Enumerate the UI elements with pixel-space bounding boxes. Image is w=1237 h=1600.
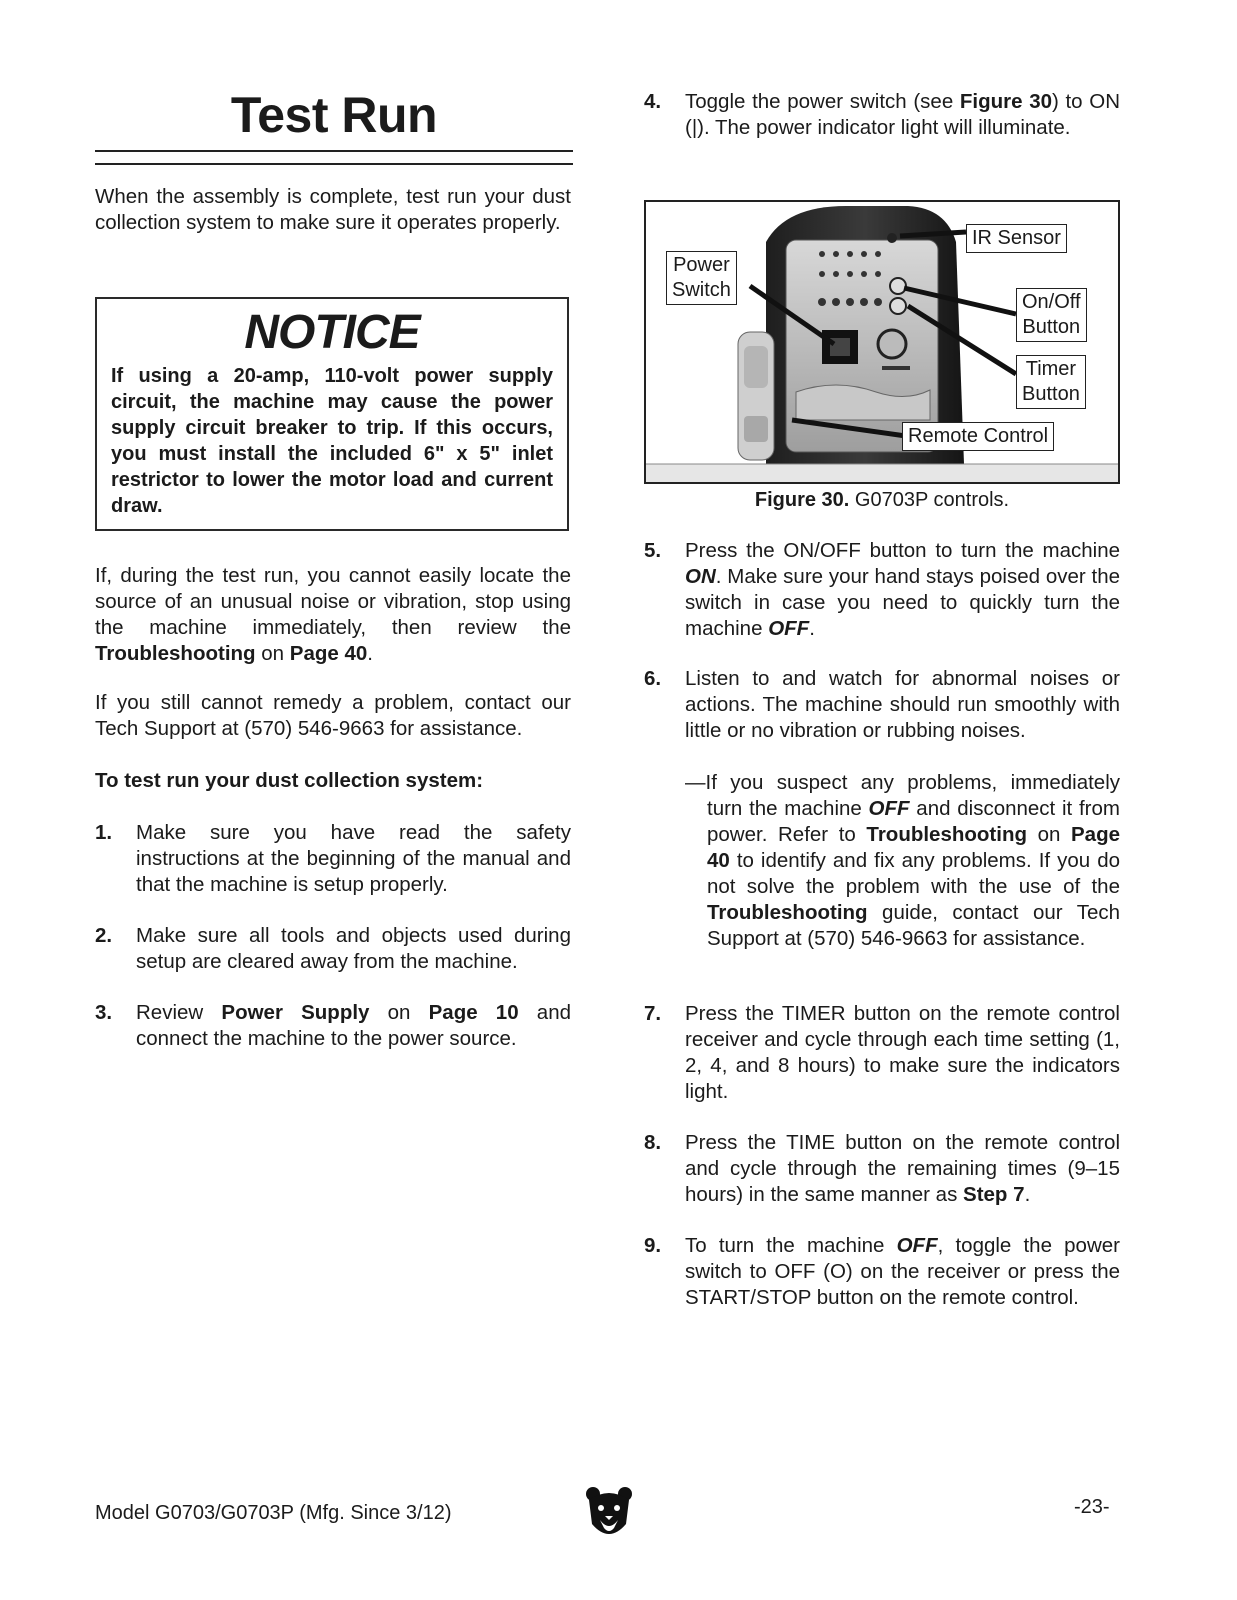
- step-text: Toggle the power switch (see Figure 30) to ON (|). The power indicator light will illuminate.: [685, 90, 1120, 139]
- step-number: 9.: [644, 1234, 662, 1257]
- step-number: 4.: [644, 90, 662, 113]
- figure-caption: Figure 30. G0703P controls.: [754, 489, 1010, 511]
- callout-remote-control: Remote Control: [902, 422, 1054, 451]
- figure-30-photo: [644, 200, 1120, 484]
- step-number: 6.: [644, 667, 662, 690]
- title-rule: [95, 163, 573, 165]
- step-text: Listen to and watch for abnormal noises or actions. The machine should run smoothly with little or no vibration or rubbing noises.: [685, 667, 1120, 742]
- noise-paragraph: If, during the test run, you cannot easily locate the source of an unusual noise or vibration, stop using the machine immediately, then review the Troubleshooting on Page 40.: [95, 564, 571, 665]
- step-9: [644, 1233, 1120, 1337]
- step-6-note: [685, 770, 1120, 978]
- step-number: 3.: [95, 1001, 113, 1024]
- intro-paragraph: When the assembly is complete, test run your dust collection system to make sure it operates properly.: [95, 185, 571, 234]
- footer-model: Model G0703/G0703P (Mfg. Since 3/12): [95, 1502, 452, 1524]
- troubleshooting-link: Troubleshooting: [95, 642, 256, 665]
- notice-heading: NOTICE: [244, 306, 420, 359]
- note-text: —If you suspect any problems, immediately turn the machine OFF and disconnect it from power. Refer to Troubleshooting on Page 40 to identify and fix any problems. If you do not solve the problem with the use of the Troubleshooting guide, contact our Tech Support at (570) 546-9663 for assistance.: [685, 771, 1120, 950]
- step-2: [95, 923, 571, 977]
- step-1: [95, 820, 571, 900]
- step-text: Press the TIME button on the remote control and cycle through the remaining times (9–15 hours) in the same manner as Step 7.: [685, 1131, 1120, 1206]
- step-number: 1.: [95, 821, 113, 844]
- step-number: 8.: [644, 1131, 662, 1154]
- step-6: [644, 666, 1120, 746]
- callout-power-switch: Power Switch: [666, 251, 737, 305]
- step-5: [644, 538, 1120, 642]
- support-paragraph: If you still cannot remedy a problem, contact our Tech Support at (570) 546-9663 for assistance.: [95, 691, 571, 740]
- callout-ir-sensor: IR Sensor: [966, 224, 1067, 253]
- procedure-heading: To test run your dust collection system:: [95, 769, 484, 792]
- step-8: [644, 1130, 1120, 1210]
- callout-timer-button: Timer Button: [1016, 355, 1086, 409]
- page-ref: Page 40: [289, 642, 368, 665]
- step-3: [95, 1000, 571, 1054]
- step-text: To turn the machine OFF, toggle the power switch to OFF (O) on the receiver or press the START/STOP button on the remote control.: [685, 1234, 1120, 1309]
- page-title: Test Run: [230, 87, 438, 143]
- step-text: Review Power Supply on Page 10 and connect the machine to the power source.: [136, 1001, 571, 1050]
- step-text: Make sure all tools and objects used during setup are cleared away from the machine.: [136, 924, 571, 973]
- step-text: Make sure you have read the safety instructions at the beginning of the manual and that the machine is setup properly.: [136, 821, 571, 896]
- page-number: -23-: [1074, 1496, 1110, 1518]
- step-number: 5.: [644, 539, 662, 562]
- bear-logo-icon: [584, 1486, 634, 1542]
- step-text: Press the ON/OFF button to turn the machine ON. Make sure your hand stays poised over the switch in case you need to quickly turn the machine OFF.: [685, 539, 1120, 640]
- notice-text: If using a 20-amp, 110-volt power supply circuit, the machine may cause the power supply circuit breaker to trip. If this occurs, you must install the included 6" x 5" inlet restrictor to lower the motor load and current draw.: [111, 365, 553, 517]
- step-number: 7.: [644, 1002, 662, 1025]
- step-4: [644, 89, 1120, 169]
- notice-box: [95, 297, 569, 531]
- callout-onoff-button: On/Off Button: [1016, 288, 1087, 342]
- title-rule: [95, 150, 573, 152]
- step-7: [644, 1001, 1120, 1105]
- step-text: Press the TIMER button on the remote control receiver and cycle through each time setting (1, 2, 4, and 8 hours) to make sure the indicators light.: [685, 1002, 1120, 1103]
- step-number: 2.: [95, 924, 113, 947]
